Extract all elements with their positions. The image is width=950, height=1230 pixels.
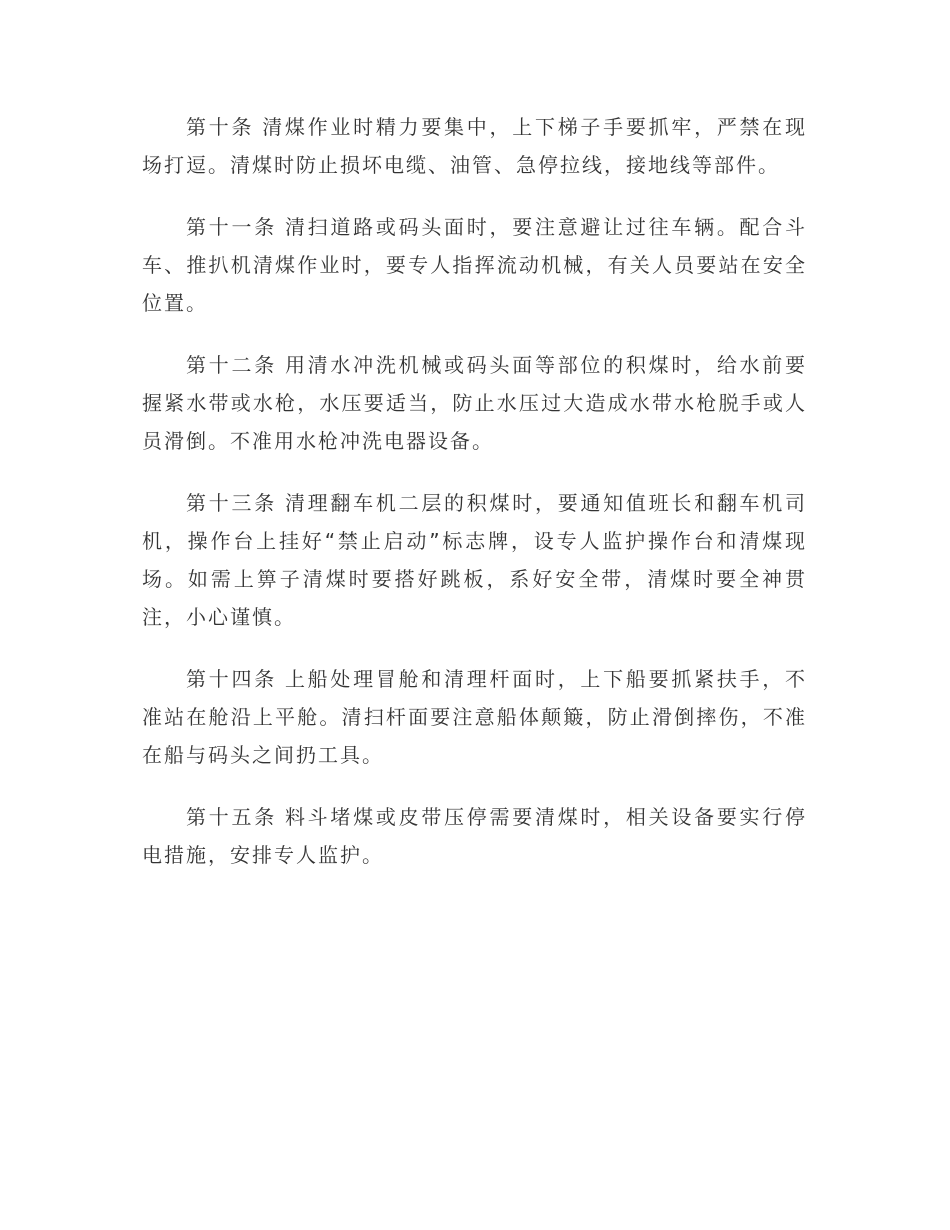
article-number: 第十一条: [186, 215, 277, 239]
article-number: 第十五条: [186, 805, 277, 829]
document-body: [142, 108, 807, 898]
article-number: 第十二条: [186, 353, 277, 377]
article-text: 清扫道路或码头面时，要注意避让过往车辆。配合斗车、推扒机清煤作业时，要专人指挥流动机械，有关人员要站在安全位置。: [142, 215, 808, 315]
article-text: 用清水冲洗机械或码头面等部位的积煤时，给水前要握紧水带或水枪，水压要适当，防止水压过大造成水带水枪脱手或人员滑倒。不准用水枪冲洗电器设备。: [142, 353, 808, 453]
article-text: 清煤作业时精力要集中，上下梯子手要抓牢，严禁在现场打逗。清煤时防止损坏电缆、油管、急停拉线，接地线等部件。: [142, 115, 808, 177]
article-10: [142, 108, 807, 184]
article-13: [142, 484, 807, 636]
article-text: 清理翻车机二层的积煤时，要通知值班长和翻车机司机，操作台上挂好“禁止启动”标志牌，设专人监护操作台和清煤现场。如需上箅子清煤时要搭好跳板，系好安全带，清煤时要全神贯注，小心谨慎。: [142, 491, 808, 629]
article-text: 上船处理冒舱和清理杆面时，上下船要抓紧扶手，不准站在舱沿上平舱。清扫杆面要注意船体颠簸，防止滑倒摔伤，不准在船与码头之间扔工具。: [142, 667, 808, 767]
article-14: [142, 660, 807, 774]
article-text: 料斗堵煤或皮带压停需要清煤时，相关设备要实行停电措施，安排专人监护。: [142, 805, 808, 867]
article-15: [142, 798, 807, 874]
article-12: [142, 346, 807, 460]
article-11: [142, 208, 807, 322]
article-number: 第十三条: [186, 491, 277, 515]
article-number: 第十四条: [186, 667, 277, 691]
article-number: 第十条: [186, 115, 255, 139]
